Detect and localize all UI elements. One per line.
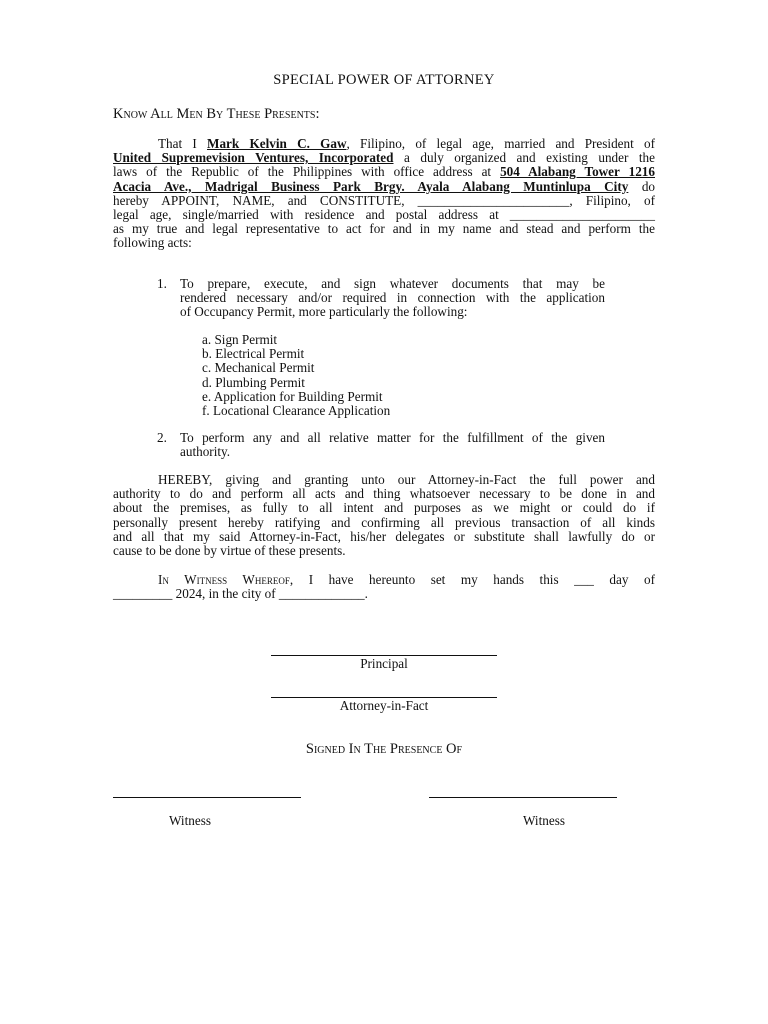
act-text [180,431,605,459]
act-number: 2. [157,430,167,445]
hereby-line: HEREBY, giving and granting unto our Attorney-in-Fact the full power and [158,472,655,487]
intro-line-4: Acacia Ave., Madrigal Business Park Brgy. Ayala Alabang Muntinlupa City do [113,178,656,194]
in-witness-whereof: In Witness Whereof [158,572,290,587]
list-item: c. Mechanical Permit [202,360,315,376]
hereby-line: and all that my said Attorney-in-Fact, his/her delegates or substitute shall lawfully do or [113,528,655,544]
act-line: rendered necessary and/or required in connection with the application [180,290,605,306]
principal-name: Mark Kelvin C. Gaw [207,136,347,151]
salutation: Know All Men By These Presents: [113,106,320,122]
hereby-paragraph [113,473,655,558]
intro-line-3: laws of the Republic of the Philippines with office address at 504 Alabang Tower 1216 [113,164,655,180]
intro-paragraph [113,137,655,251]
company-name: United Supremevision Ventures, Incorporated [113,150,394,166]
intro-line-7: as my true and legal representative to act for and in my name and stead and perform the [113,221,655,237]
witness-label-left: Witness [169,813,211,828]
act-line: authority. [180,444,231,460]
intro-line-6: legal age, single/married with residence and postal address at ______________________ [113,207,655,223]
document-title: SPECIAL POWER OF ATTORNEY [273,72,495,88]
intro-line-8: following acts: [113,235,192,251]
hereby-line: personally present hereby ratifying and confirming all previous transaction of all kinds [113,514,655,530]
witness-clause-line-1: In Witness Whereof, I have hereunto set my hands this ___ day of [158,572,655,587]
witness-clause [113,573,655,601]
list-item: b. Electrical Permit [202,346,305,362]
hereby-line: cause to be done by virtue of these presents. [113,543,346,559]
hereby-line: authority to do and perform all acts and thing whatsoever necessary to be done in and [113,486,655,502]
witness-signature-line-right [429,797,617,798]
witness-label-right: Witness [523,813,565,828]
act-line: of Occupancy Permit, more particularly the following: [180,304,468,320]
permit-list [202,333,390,418]
act-line: To prepare, execute, and sign whatever documents that may be [180,276,605,291]
list-item: a. Sign Permit [202,332,278,347]
witness-clause-line-2: _________ 2024, in the city of _____________. [113,586,368,602]
intro-line-2: United Supremevision Ventures, Incorporated a duly organized and existing under the [113,150,655,166]
intro-line-1: That I Mark Kelvin C. Gaw, Filipino, of legal age, married and President of [158,136,656,151]
office-address-2: Acacia Ave., Madrigal Business Park Brgy. Ayala Alabang Muntinlupa City [113,178,629,194]
act-line: To perform any and all relative matter for the fulfillment of the given [180,430,605,445]
intro-line-5: hereby APPOINT, NAME, and CONSTITUTE, _______________________, Filipino, of [113,192,655,208]
office-address-1: 504 Alabang Tower 1216 [500,164,655,180]
act-number: 1. [157,276,167,291]
list-item: f. Locational Clearance Application [202,403,391,419]
presence-heading: Signed In The Presence Of [305,741,463,757]
list-item: d. Plumbing Permit [202,374,305,390]
witness-signature-line-left [113,797,301,798]
act-text [180,277,605,320]
hereby-line: about the premises, as fully to all intent and purposes as we might or could do if [113,500,655,516]
list-item: e. Application for Building Permit [202,388,383,404]
principal-label: Principal [360,656,408,671]
attorney-label: Attorney-in-Fact [339,698,429,713]
